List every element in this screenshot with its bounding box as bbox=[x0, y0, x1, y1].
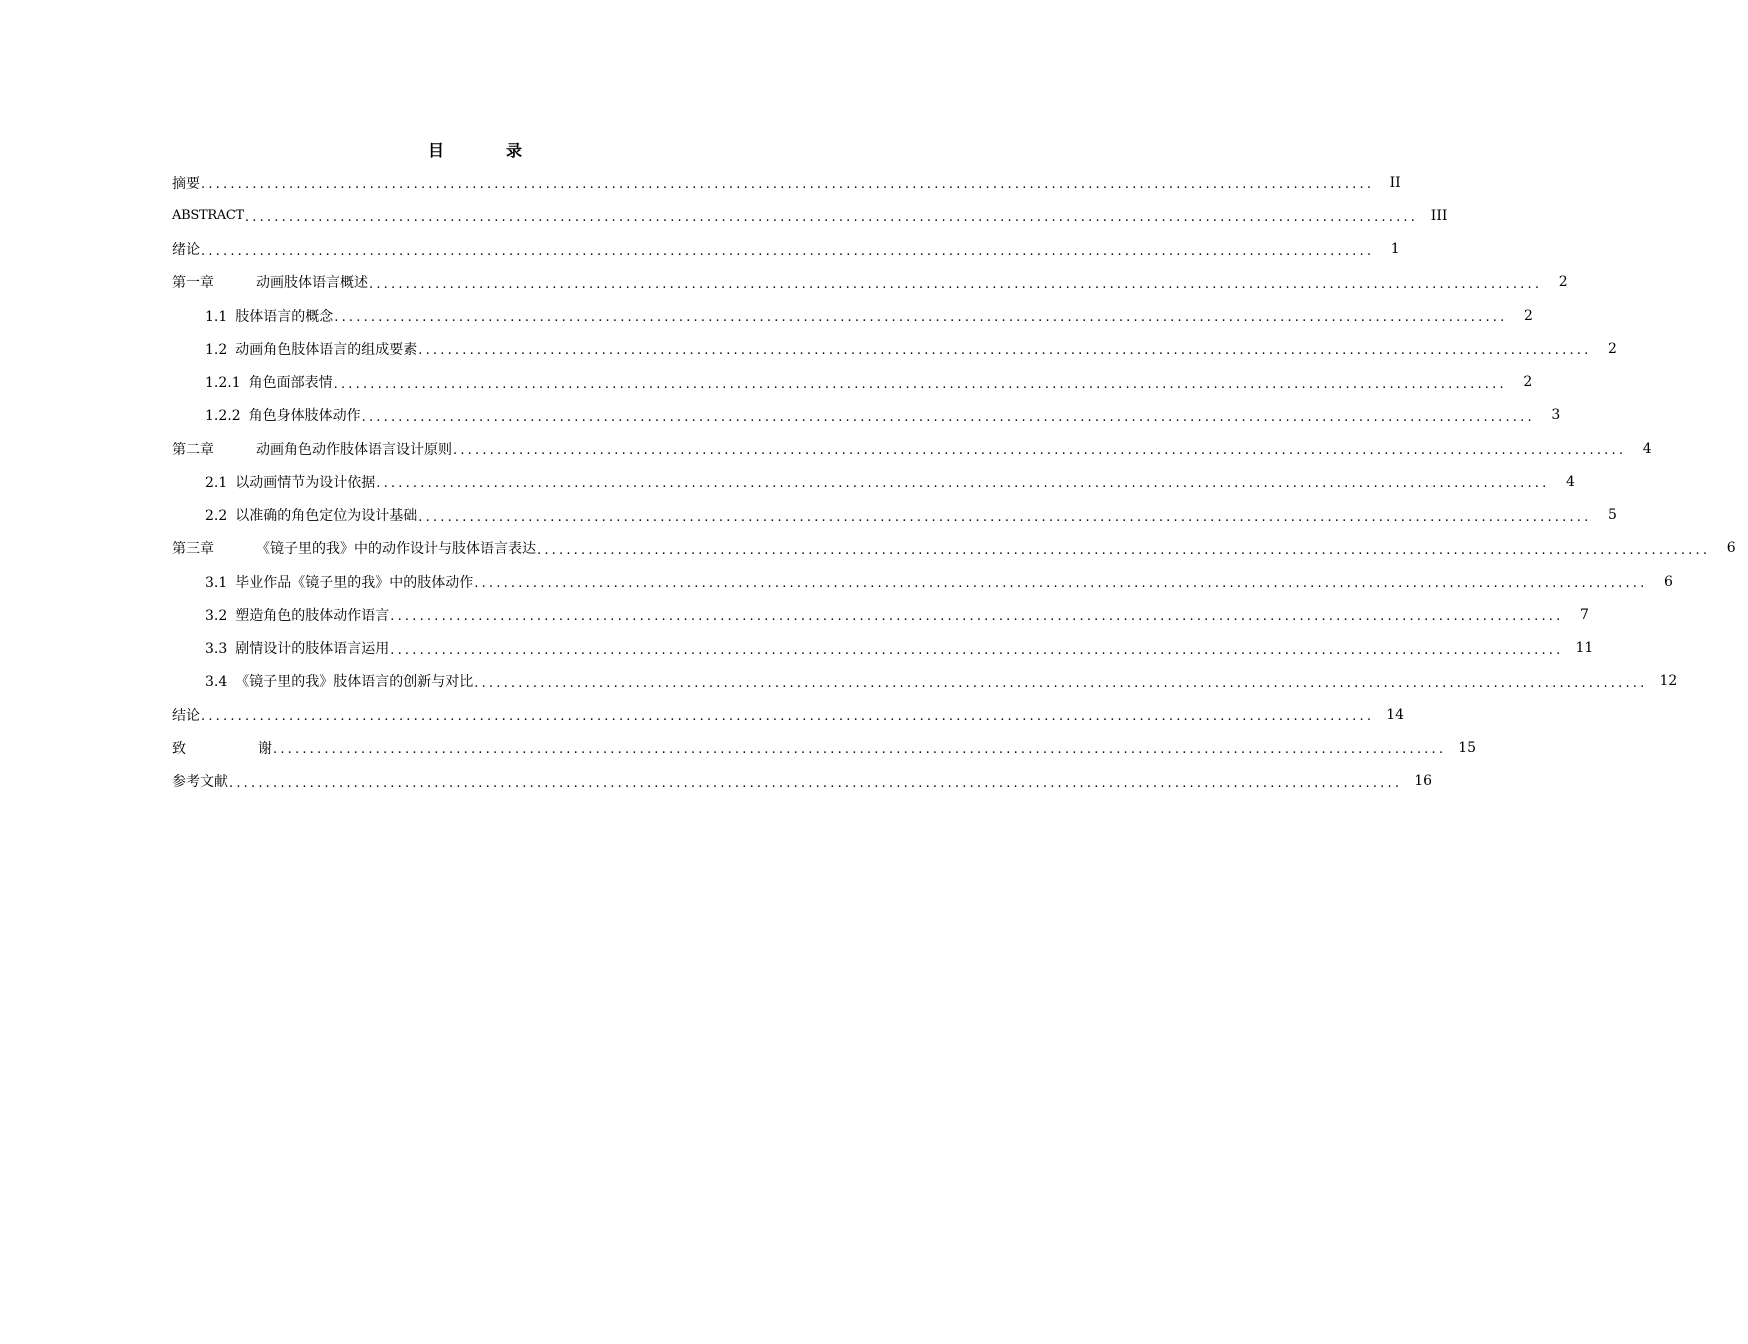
toc-entry-page: 5 bbox=[1607, 507, 1617, 524]
section-number: 3.2 bbox=[205, 607, 228, 624]
section-title: 动画角色肢体语言的组成要素 bbox=[235, 341, 418, 358]
toc-entry-page: 7 bbox=[1579, 606, 1589, 623]
dot-leader: ................................................................................................................................................................ bbox=[201, 709, 1375, 725]
toc-entry-page: 4 bbox=[1565, 473, 1575, 490]
toc-entry-page: 16 bbox=[1414, 773, 1433, 790]
dot-leader: ................................................................................................................................................................ bbox=[418, 343, 1592, 359]
toc-entry-label: 参考文献 bbox=[172, 774, 228, 791]
chapter-prefix: 第一章 bbox=[172, 275, 214, 292]
toc-entry-abstract-cn[interactable] bbox=[172, 166, 1401, 199]
toc-entry-section-1-2-1[interactable] bbox=[172, 366, 1533, 399]
section-number: 1.1 bbox=[205, 308, 228, 325]
toc-entry-section-1-2[interactable] bbox=[172, 332, 1617, 365]
toc-entry-label bbox=[205, 306, 333, 326]
toc-entry-label bbox=[172, 738, 272, 758]
toc-entry-page: 12 bbox=[1659, 673, 1678, 690]
toc-entry-label: 绪论 bbox=[172, 242, 200, 259]
dot-leader: ................................................................................................................................................................ bbox=[201, 177, 1375, 193]
dot-leader: ................................................................................................................................................................ bbox=[361, 409, 1535, 425]
dot-leader: ................................................................................................................................................................ bbox=[418, 509, 1592, 525]
toc-entry-label bbox=[172, 439, 452, 459]
toc-entry-section-3-3[interactable] bbox=[172, 632, 1594, 665]
section-title: 角色身体肢体动作 bbox=[248, 408, 361, 425]
toc-entry-label bbox=[205, 638, 389, 658]
section-title: 塑造角色的肢体动作语言 bbox=[235, 607, 390, 624]
toc-entry-section-3-2[interactable] bbox=[172, 598, 1589, 631]
toc-entry-label bbox=[205, 671, 473, 691]
toc-entry-page: 2 bbox=[1523, 307, 1533, 324]
section-number: 2.2 bbox=[205, 508, 228, 525]
toc-entry-label bbox=[172, 538, 536, 558]
dot-leader: ................................................................................................................................................................ bbox=[474, 675, 1648, 691]
label-part-a: 致 bbox=[172, 740, 186, 757]
toc-entry-label bbox=[205, 472, 375, 492]
toc-entry-label bbox=[205, 505, 417, 525]
toc-entry-page: 6 bbox=[1663, 573, 1673, 590]
toc-entry-page: 6 bbox=[1726, 540, 1736, 557]
toc-entry-section-1-1[interactable] bbox=[172, 299, 1533, 332]
dot-leader: ................................................................................................................................................................ bbox=[390, 642, 1564, 658]
dot-leader: ................................................................................................................................................................ bbox=[229, 775, 1403, 791]
toc-entry-chapter-2[interactable] bbox=[172, 432, 1652, 465]
section-number: 1.2 bbox=[205, 341, 228, 358]
toc-title-left: 目 bbox=[427, 141, 444, 160]
toc-entry-conclusion[interactable] bbox=[172, 698, 1405, 731]
toc-entry-section-3-4[interactable] bbox=[172, 665, 1678, 698]
toc-entry-page: 2 bbox=[1607, 340, 1617, 357]
dot-leader: ................................................................................................................................................................ bbox=[244, 210, 1419, 226]
toc-entry-label: ABSTRACT bbox=[172, 208, 244, 224]
chapter-title: 《镜子里的我》中的动作设计与肢体语言表达 bbox=[256, 541, 536, 558]
section-title: 以动画情节为设计依据 bbox=[235, 474, 376, 491]
toc-entry-section-3-1[interactable] bbox=[172, 565, 1673, 598]
section-number: 3.1 bbox=[205, 574, 228, 591]
dot-leader: ................................................................................................................................................................ bbox=[474, 576, 1648, 592]
toc-entry-page: III bbox=[1430, 207, 1448, 224]
toc-entry-page: 3 bbox=[1551, 407, 1561, 424]
label-part-b: 谢 bbox=[258, 740, 272, 757]
toc-entry-page: II bbox=[1389, 174, 1401, 191]
chapter-title: 动画肢体语言概述 bbox=[256, 275, 368, 292]
toc-entry-references[interactable] bbox=[172, 765, 1433, 798]
toc-entry-label bbox=[205, 372, 333, 392]
toc-entry-chapter-1[interactable] bbox=[172, 266, 1568, 299]
toc-entry-page: 2 bbox=[1523, 374, 1533, 391]
toc-entry-section-2-2[interactable] bbox=[172, 499, 1617, 532]
toc-entry-abstract-en[interactable] bbox=[172, 199, 1448, 232]
toc-entry-chapter-3[interactable] bbox=[172, 532, 1736, 565]
toc-entry-section-2-1[interactable] bbox=[172, 465, 1575, 498]
section-number: 1.2.2 bbox=[205, 408, 241, 425]
toc-title-right: 录 bbox=[506, 141, 523, 160]
dot-leader: ................................................................................................................................................................ bbox=[369, 276, 1543, 292]
section-number: 2.1 bbox=[205, 474, 228, 491]
toc-entry-page: 4 bbox=[1642, 440, 1652, 457]
toc-entry-label: 结论 bbox=[172, 707, 200, 724]
toc-entry-label bbox=[205, 405, 361, 425]
dot-leader: ................................................................................................................................................................ bbox=[453, 443, 1627, 459]
section-number: 3.3 bbox=[205, 641, 228, 658]
dot-leader: ................................................................................................................................................................ bbox=[334, 310, 1508, 326]
section-number: 3.4 bbox=[205, 674, 228, 691]
section-title: 毕业作品《镜子里的我》中的肢体动作 bbox=[235, 574, 474, 591]
toc-entry-label bbox=[205, 339, 417, 359]
toc-entry-label bbox=[205, 572, 473, 592]
dot-leader: ................................................................................................................................................................ bbox=[376, 476, 1550, 492]
toc-list bbox=[172, 166, 1736, 798]
toc-title bbox=[0, 138, 950, 161]
section-number: 1.2.1 bbox=[205, 375, 241, 392]
dot-leader: ................................................................................................................................................................ bbox=[201, 243, 1375, 259]
dot-leader: ................................................................................................................................................................ bbox=[390, 609, 1564, 625]
section-title: 剧情设计的肢体语言运用 bbox=[235, 641, 390, 658]
dot-leader: ................................................................................................................................................................ bbox=[273, 742, 1447, 758]
section-title: 角色面部表情 bbox=[248, 375, 333, 392]
toc-entry-introduction[interactable] bbox=[172, 233, 1400, 266]
toc-entry-acknowledgements[interactable] bbox=[172, 731, 1477, 764]
chapter-prefix: 第二章 bbox=[172, 441, 214, 458]
toc-entry-page: 14 bbox=[1386, 706, 1405, 723]
chapter-title: 动画角色动作肢体语言设计原则 bbox=[256, 441, 452, 458]
chapter-prefix: 第三章 bbox=[172, 541, 214, 558]
toc-entry-label bbox=[205, 605, 389, 625]
section-title: 以准确的角色定位为设计基础 bbox=[235, 508, 418, 525]
toc-entry-label bbox=[172, 272, 368, 292]
dot-leader: ................................................................................................................................................................ bbox=[333, 376, 1507, 392]
toc-entry-page: 11 bbox=[1575, 640, 1594, 657]
toc-entry-label: 摘要 bbox=[172, 175, 200, 192]
toc-entry-page: 1 bbox=[1390, 241, 1400, 258]
toc-entry-page: 15 bbox=[1458, 739, 1477, 756]
toc-entry-section-1-2-2[interactable] bbox=[172, 399, 1561, 432]
toc-entry-page: 2 bbox=[1558, 274, 1568, 291]
dot-leader: ................................................................................................................................................................ bbox=[537, 542, 1711, 558]
section-title: 肢体语言的概念 bbox=[235, 308, 334, 325]
section-title: 《镜子里的我》肢体语言的创新与对比 bbox=[235, 674, 474, 691]
